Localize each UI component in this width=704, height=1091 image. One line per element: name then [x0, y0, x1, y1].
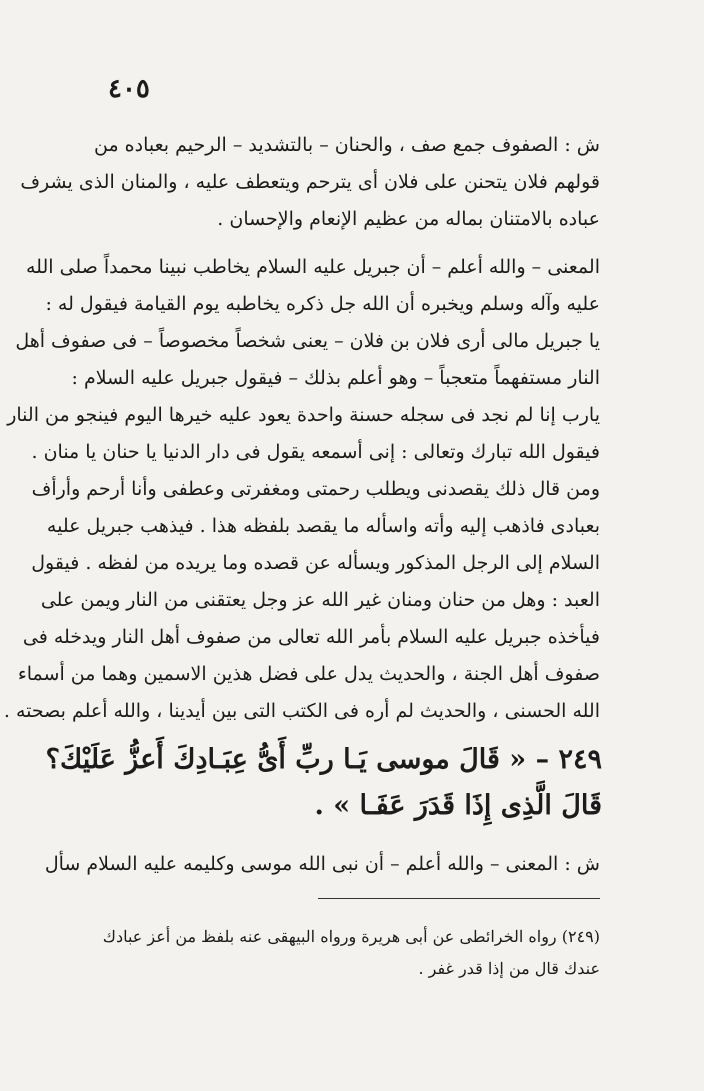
- text-line: عليه وآله وسلم ويخبره أن الله جل ذكره يخاطبه يوم القيامة فيقول له :: [45, 293, 600, 315]
- text-line: العبد : وهل من حنان ومنان غير الله عز وجل يعتقنى من النار ويمن على: [40, 589, 600, 611]
- text-line: المعنى – والله أعلم – أن جبريل عليه السلام يخاطب نبينا محمداً صلى الله: [26, 256, 600, 278]
- text-line: الله الحسنى ، والحديث لم أره فى الكتب التى بين أيدينا ، والله أعلم بصحته .: [3, 700, 600, 722]
- hadith-explanation: [44, 846, 600, 883]
- hadith-text: [45, 737, 602, 829]
- text-line: ش : الصفوف جمع صف ، والحنان – بالتشديد – الرحيم بعباده من: [94, 134, 600, 156]
- text-line: النار مستفهماً متعجباً – وهو أعلم بذلك – فيقول جبريل عليه السلام :: [71, 367, 600, 389]
- text-line: فيأخذه جبريل عليه السلام بأمر الله تعالى من صفوف أهل النار ويدخله فى: [22, 626, 600, 648]
- footnote-line: عندك قال من إذا قدر غفر .: [418, 959, 600, 978]
- text-line: يا جبريل مالى أرى فلان بن فلان – يعنى شخصاً مخصوصاً – فى صفوف أهل: [15, 330, 600, 352]
- footnote-divider: [318, 898, 600, 899]
- hadith-line: قَالَ الَّذِى إِذَا قَدَرَ عَفَـا » .: [314, 790, 602, 821]
- footnote-line: (٢٤٩) رواه الخرائطى عن أبى هريرة ورواه البيهقى عنه بلفظ من أعز عبادك: [102, 927, 600, 946]
- footnote: [102, 921, 600, 985]
- text-line: يارب إنا لم نجد فى سجله حسنة واحدة يعود عليه خيرها اليوم فينجو من النار: [7, 404, 600, 426]
- explanation-paragraph: [20, 127, 600, 238]
- text-line: فيقول الله تبارك وتعالى : إنى أسمعه يقول فى دار الدنيا يا حنان يا منان .: [31, 441, 600, 463]
- text-line: قولهم فلان يتحنن على فلان أى يترحم ويتعطف عليه ، والمنان الذى يشرف: [20, 171, 600, 193]
- text-line: ش : المعنى – والله أعلم – أن نبى الله موسى وكليمه عليه السلام سأل: [44, 853, 600, 875]
- text-line: صفوف أهل الجنة ، والحديث يدل على فضل هذين الاسمين وهما من أسماء: [17, 663, 600, 685]
- page-number: ٤٠٥: [108, 74, 150, 104]
- text-line: بعبادى فاذهب إليه وأته واسأله ما يقصد بلفظه هذا . فيذهب جبريل عليه: [46, 515, 600, 537]
- text-line: ومن قال ذلك يقصدنى ويطلب رحمتى ومغفرتى وعطفى وأنا أرحم وأرأف: [31, 478, 600, 500]
- meaning-paragraph: [3, 249, 600, 730]
- hadith-line: ٢٤٩ – « قَالَ موسى يَـا ربِّ أَىُّ عِبَـادِكَ أَعزُّ عَلَيْكَ؟: [45, 744, 602, 775]
- text-line: عباده بالامتنان بماله من عظيم الإنعام والإحسان .: [217, 208, 600, 230]
- text-line: السلام إلى الرجل المذكور ويسأله عن قصده وما يريده من لفظه . فيقول: [31, 552, 600, 574]
